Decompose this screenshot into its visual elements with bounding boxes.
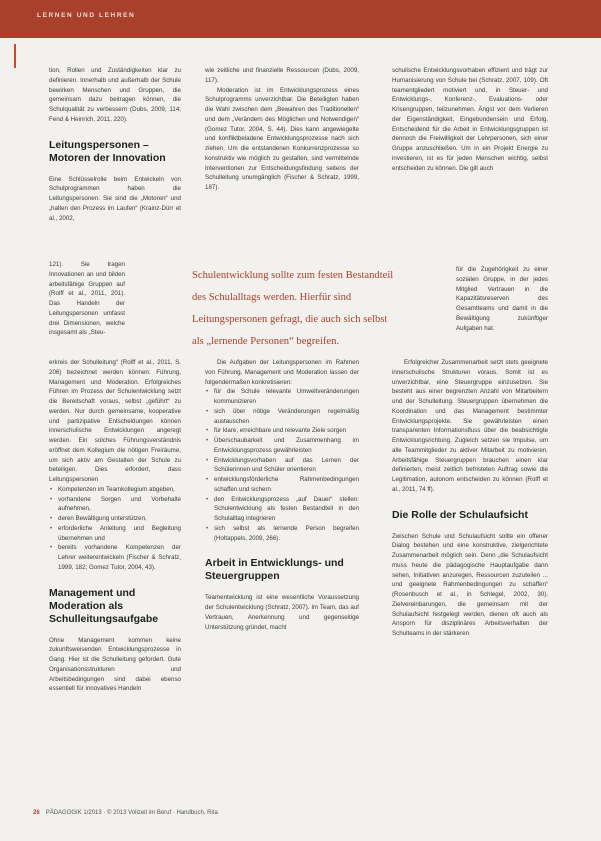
- list-item: • vorhandene Sorgen und Vorbehalte aufnehmen,: [58, 495, 181, 515]
- page-number: 26: [33, 810, 40, 816]
- column-1-narrow: [49, 260, 125, 356]
- col3-paragraph-2: Erfolgreicher Zusammenarbeit setzt stets geeignete innerschulische Strukturen voraus. Somit ist es unverzichtbar, eine Steuergruppe einzusetzen. Sie besteht aus einer begrenzten Anzahl von Mitarbeitern und der Schulleitung. Steuergruppen übernehmen die Koordination und das Management bestimmter Entwicklungsprojekte. Sie gewährleisten einen transparenten Informationsfluss über die beabsichtigte Entwicklungsrichtung. Zugleich setzen sie Impulse, um alle Teammitglieder zu aktiver Mitarbeit zu motivieren. Arbeitsfähige Steuergruppen brauchen einen klar definierten, meist zeitlich befristeten Auftrag sowie die Legitimation, autonom entscheiden zu können (Rolff et al., 2011, 74 ff).: [392, 359, 548, 493]
- col2-paragraph-4: Teamentwicklung ist eine wesentliche Voraussetzung der Schulentwicklung (Schratz, 2007). Im Team, das auf Vertrauen, Anerkennung und gegenseitige Unterstützung gründet, macht: [205, 594, 359, 631]
- col3-paragraph-3: Zwischen Schule und Schulaufsicht sollte ein offener Dialog bestehen und eine konstruktive, zielgerichtete Zusammenarbeit möglich sein. Denn „die Schulaufsicht muss heute die pädagogische Hauptaufgabe dann sehen, Initiativen anzuregen, Ressourcen zuzuteilen ... und geeignete Rahmenbedingungen zu schaffen“ (Rosenbusch et al., in Schlegel, 2002, 30). Zielvereinbarungen, die gemeinsam mit der Schulaufsicht festgelegt werden, dienen oft auch als Ansporn für disziplinäres Arbeitsverhalten der Schulteams in der stärkeren: [392, 532, 548, 637]
- col2-paragraph-1: wie zeitliche und finanzielle Ressourcen (Dubs, 2009, 117).: [205, 67, 359, 84]
- list-item: • Entwicklungsvorhaben auf das Lernen der Schülerinnen und Schüler orientieren: [214, 456, 359, 476]
- column-2-upper: [205, 66, 359, 256]
- column-3-upper: [392, 66, 548, 256]
- list-item: • Überschaubarkeit und Zusammenhang im Entwicklungsprozess gewährleisten: [214, 436, 359, 456]
- list-item: • Kompetenzen im Teamkollegium abgeben,: [58, 485, 181, 495]
- page-footer: [33, 810, 218, 816]
- list-item: • erforderliche Anleitung und Begleitung übernehmen und: [58, 524, 181, 544]
- list-item: • entwicklungsförderliche Rahmenbedingungen schaffen und sichern: [214, 475, 359, 495]
- section-header-bar: [0, 0, 601, 38]
- heading-leitungspersonen: Leitungspersonen – Motoren der Innovation: [49, 138, 166, 164]
- pull-quote: Schulentwicklung sollte zum festen Bestandteil des Schulalltags werden. Hierfür sind Leitungspersonen gefragt, die auch sich selbst als „lernende Personen“ begreifen.: [192, 265, 398, 353]
- heading-schulaufsicht: Die Rolle der Schulaufsicht: [392, 508, 528, 521]
- col1-paragraph-3: erkreis der Schulleitung“ (Rolff et al., 2011, S. 206) bezeichnet werden können: Führung, Management und Moderation. Erfolgreiches Führen im Prozess der Schulentwicklung setzt die Bereitschaft voraus, selbst „geführt“ zu werden. Nur durch gemeinsame, kooperative und partizipative Entscheidungen können innerschulische Entwicklungen angeregt werden. Ein solches Führungsverständnis eröffnet dem Kollegium die nötigen Freiräume, um sich aktiv am Gestalten der Schule zu beteiligen. Dies erfordert, dass Leitungspersonen: [49, 359, 181, 483]
- col1-bullet-list: [49, 485, 181, 573]
- column-3-lower: [392, 358, 548, 808]
- col3-paragraph-1: schulische Entwicklungsvorhaben effizient und trägt zur Humanisierung von Schule bei (Schratz, 2007, 109). Oft teamentgliedert motiviert und, in Steuer- und Entwicklungs-, Konferenz-, Evaluations- oder Krisengruppen, teilzunehmen. Ängst vor dem Verlieren der Eigenständigkeit, Eingebundensein und Erfolg. Entscheidend für die Arbeit in Entwicklungsgruppen ist dennoch die Freiwilligkeit der Lehrpersonen, sich einer Gruppe anzuschließen. Um in ein Projekt Energie zu investieren, ist es für jeden Menschen wichtig, selbst entscheiden zu können. Die gilt auch: [392, 67, 548, 172]
- column-1: [49, 66, 181, 260]
- list-item: • sich selbst als lernende Person begreifen (Holtappels, 2009, 266).: [214, 524, 359, 544]
- col2-bullet-list: [205, 387, 359, 543]
- column-3-narrow: [456, 265, 548, 353]
- footer-source: PÄDAGOGIK 1/2013 · © 2013 Vollzeit im Beruf · Handbuch, Rita: [45, 810, 218, 816]
- col3-paragraph-1b: für die Zugehörigkeit zu einer sozialen Gruppe, in der jedes Mitglied Vertrauen in die Kapazitätsreserven des Gesamtteams und damit in die Bewältigung zukünftiger Aufgaben hat.: [456, 266, 548, 332]
- margin-marker: [14, 44, 16, 68]
- col1-paragraph-2b: 121). Sie tragen Innovationen an und bilden arbeitsfähige Gruppen auf (Rolff et al., 2011, 201). Das Handeln der Leitungspersonen umfasst drei Dimensionen, welche insgesamt als „Steu-: [49, 261, 125, 337]
- heading-entwicklungsgruppen: Arbeit in Entwicklungs- und Steuergruppen: [205, 557, 344, 583]
- column-1-lower: [49, 358, 181, 808]
- col1-paragraph-1: tion, Rollen und Zuständigkeiten klar zu definieren. Innerhalb und außerhalb der Schule bewirken Menschen und Gruppen, die gemeinsam dazu beitragen können, die Schulqualität zu verbessern (Dubs, 2009, 114; Fend & Heinrich, 2011, 220).: [49, 67, 181, 123]
- list-item: • bereits vorhandene Kompetenzen der Lehrer weiterentwickeln (Fischer & Schratz, 1999, 182; Gomez Tutor, 2004, 43).: [58, 543, 181, 572]
- list-item: • für die Schule relevante Umweltveränderungen kommunizieren: [214, 387, 359, 407]
- list-item: • deren Bewältigung unterstützen,: [58, 514, 181, 524]
- list-item: • sich über nötige Veränderungen regelmäßig austauschen: [214, 407, 359, 427]
- list-item: • für klare, erreichbare und relevante Ziele sorgen: [214, 426, 359, 436]
- col1-paragraph-4: Ohne Management kommen keine zukunftsweisenden Entwicklungsprozesse in Gang. Hier ist die Schulleitung gefordert. Gute Organisationsstrukturen und Arbeitsbedingungen sind dabei ebenso essentiell für innovatives Handeln: [49, 636, 181, 693]
- column-2-lower: [205, 358, 359, 808]
- heading-management: Management und Moderation als Schulleitungsaufgabe: [49, 586, 159, 625]
- list-item: • den Entwicklungsprozess „auf Dauer“ stellen: Schulentwicklung als festen Bestandteil in den Schulalltag integrieren: [214, 495, 359, 524]
- col2-paragraph-2: Moderation ist im Entwicklungsprozess eines Schulprogramms unverzichtbar. Die Beteiligten haben die Wahl zwischen dem „Bewahren des Traditionellen“ und dem „Verändern des Möglichen und Notwendigen“ (Gomez Tutor, 2004, S. 44). Dies kann angewiegelte und konfliktbeladene Entwicklungsprozesse nach sich ziehen. Um die entstandenen Konkurrenzprozesse so konstruktiv wie möglich zu gestalten, sind vermittelnde Interventionen zur Entscheidungsfindung seitens der Schulleitung unumgänglich (Fischer & Schratz, 1999, 187).: [205, 86, 359, 191]
- col2-paragraph-3: Die Aufgaben der Leitungspersonen im Rahmen von Führung, Management und Moderation lassen der folgendermaßen konkretisieren:: [205, 359, 359, 386]
- col1-paragraph-2: Eine Schlüsselrolle beim Entwickeln von Schulprogrammen haben die Leitungspersonen. Sie sind die „Motoren“ und „halten den Prozess im Laufen“ (Krainz-Dürr et al., 2002,: [49, 175, 181, 222]
- section-title: LERNEN UND LEHREN: [37, 12, 136, 19]
